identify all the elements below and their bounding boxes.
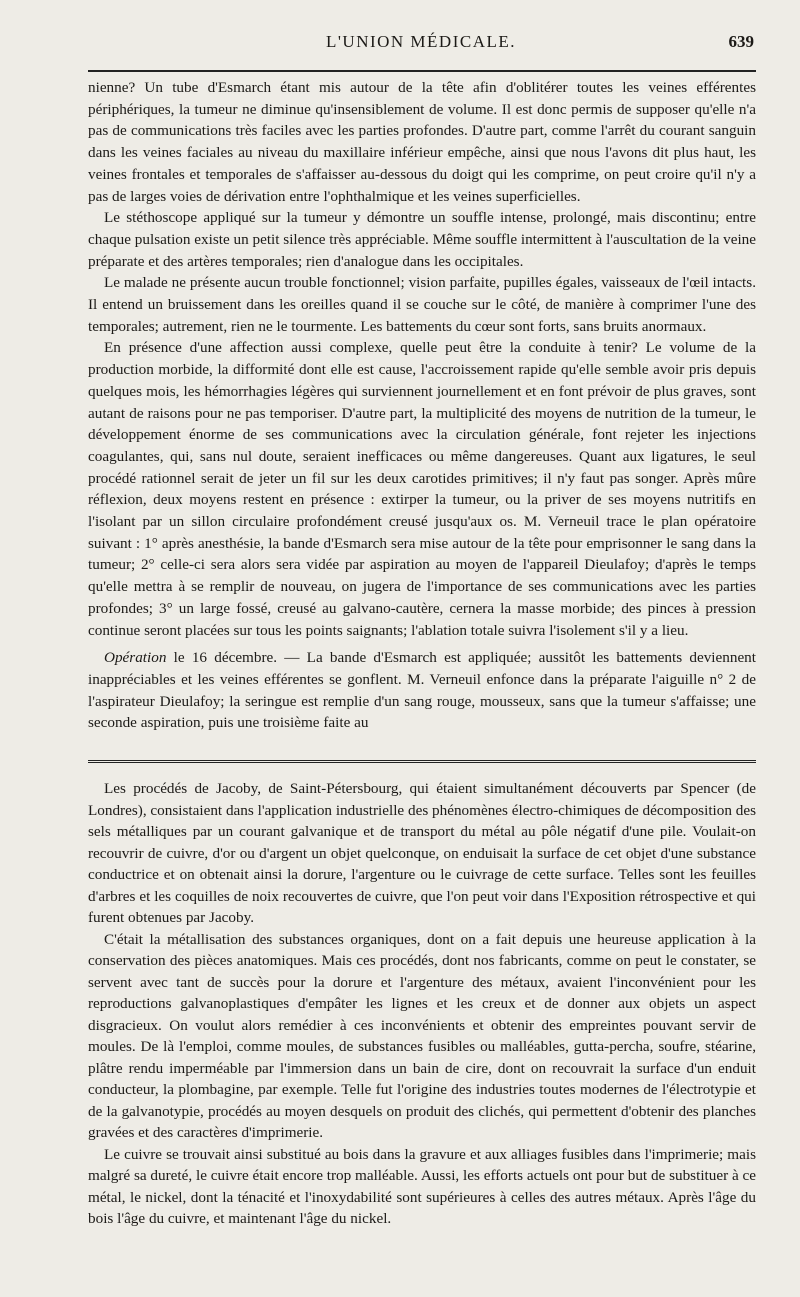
article-paragraph: En présence d'une affection aussi complexe, quelle peut être la conduite à tenir? Le volume de la production morbide, la difformité dont elle est cause, l'accroissement rapide qu'elle semble avoir pris depuis quelques mois, les hémorrhagies légères qui surviennent journellement et en font prévoir de plus graves, sont autant de raisons pour ne pas temporiser. D'autre part, la multiplicité des moyens de nutrition de la tumeur, le développement énorme de ses communications avec la circulation générale, font rejeter les injections coagulantes, qui, sans nul doute, seraient inefficaces ou même dangereuses. Quant aux ligatures, le seul procédé rationnel serait de jeter un fil sur les deux carotides primitives; il n'y faut pas songer. Après mûre réflexion, deux moyens restent en présence : extirper la tumeur, ou la priver de ses moyens nutritifs en l'isolant par un sillon circulaire profondément creusé jusqu'aux os. M. Verneuil trace le plan opératoire suivant : 1° après anesthésie, la bande d'Esmarch sera mise autour de la tête pour emprisonner le sang dans la tumeur; 2° celle-ci sera alors sera vidée par aspiration au moyen de l'appareil Dieulafoy; d'après le temps qu'elle mettra à se remplir de nouveau, on jugera de l'importance de ses communications avec les parties profondes; 3° un large fossé, creusé au galvano-cautère, cernera la masse morbide; des pinces à pression continue seront placées sur tous les points saignants; l'ablation totale suivra l'isolement s'il y a lieu. [88,339,756,639]
page-number: 639 [728,32,754,51]
operation-heading: Opération [104,649,167,667]
feuilleton-paragraph: Les procédés de Jacoby, de Saint-Pétersbourg, qui étaient simultanément découverts par Spencer (de Londres), consistaient dans l'application industrielle des phénomènes électro-chimiques de décomposition des sels métalliques par un courant galvanique et de transport du métal au pôle négatif d'une pile. Voulait-on recouvrir de cuivre, d'or ou d'argent un objet quelconque, on enduisait la surface de cet objet d'une substance conductrice et on obtenait ainsi la dorure, l'argenture ou le cuivrage de cette surface. Telles sont les feuilles d'arbres et les coquilles de noix recouvertes de cuivre, que l'on peut voir dans l'Exposition rétrospective et qui furent obtenues par Jacoby. [88,780,756,926]
article-paragraph: nienne? Un tube d'Esmarch étant mis autour de la tête afin d'oblitérer toutes les veines efférentes périphériques, la tumeur ne diminue qu'insensiblement de volume. Il est donc permis de supposer qu'elle n'a pas de communications très faciles avec les parties profondes. D'autre part, comme l'arrêt du courant sanguin dans les veines faciales au niveau du maxillaire inférieur empêche, ainsi que nous l'avons dit plus haut, les veines frontales et temporales de s'affaisser au-dessous du doigt qui les comprime, on peut croire qu'il n'y a pas de larges voies de dérivation entre l'ophthalmique et les veines superficielles. [88,79,756,205]
feuilleton-body [88,778,756,1230]
article-body [88,77,756,734]
header-rule [88,70,756,72]
feuilleton-separator [88,760,756,765]
feuilleton-paragraph: Le cuivre se trouvait ainsi substitué au bois dans la gravure et aux alliages fusibles dans l'imprimerie; mais malgré sa dureté, le cuivre était encore trop malléable. Aussi, les efforts actuels ont pour but de substituer à ce métal, le nickel, dont la ténacité et l'inoxydabilité sont supérieures à celles des autres métaux. Après l'âge du bois l'âge du cuivre, et maintenant l'âge du nickel. [88,1145,756,1227]
article-paragraph: Le stéthoscope appliqué sur la tumeur y démontre un souffle intense, prolongé, mais discontinu; entre chaque pulsation existe un petit silence très appréciable. Même souffle intermittent à l'auscultation de la veine préparate et des artères temporales; rien d'analogue dans les occipitales. [88,209,756,270]
running-title: L'UNION MÉDICALE. [325,32,517,51]
operation-paragraph [88,647,756,734]
page-header [88,32,754,58]
operation-text: le 16 décembre. — La bande d'Esmarch est appliquée; aussitôt les battements deviennent inappréciables et les veines efférentes se gonflent. M. Verneuil enfonce dans la préparate l'aiguille n° 2 de l'aspirateur Dieulafoy; la seringue est remplie d'un sang rouge, mousseux, sans que la tumeur s'affaisse; une seconde aspiration, puis une troisième faite au [88,649,756,732]
feuilleton-paragraph: C'était la métallisation des substances organiques, dont on a fait depuis une heureuse application à la conservation des pièces anatomiques. Mais ces procédés, dont nos fabricants, comme on peut le constater, se servent avec tant de succès pour la dorure et l'argenture des métaux, avaient l'inconvénient pour les reproductions galvanoplastiques d'empâter les lignes et les creux et de donner aux objets un aspect disgracieux. On voulut alors remédier à ces inconvénients et obtenir des empreintes pouvant servir de moules. De là l'emploi, comme moules, de substances fusibles ou malléables, gutta-percha, soufre, stéarine, plâtre rendu imperméable par l'immersion dans un bain de cire, dont on recouvrait la surface d'un enduit conducteur, la plombagine, par exemple. Telle fut l'origine des industries toutes modernes de l'électrotypie et de la galvanotypie, procédés au moyen desquels on produit des clichés, qui permettent d'obtenir des planches gravées et des caractères d'imprimerie. [88,930,756,1141]
article-paragraph: Le malade ne présente aucun trouble fonctionnel; vision parfaite, pupilles égales, vaisseaux de l'œil intacts. Il entend un bruissement dans les oreilles quand il se couche sur le côté, de manière à comprimer l'une des temporales; autrement, rien ne le tourmente. Les battements du cœur sont forts, sans bruits anormaux. [88,274,756,335]
